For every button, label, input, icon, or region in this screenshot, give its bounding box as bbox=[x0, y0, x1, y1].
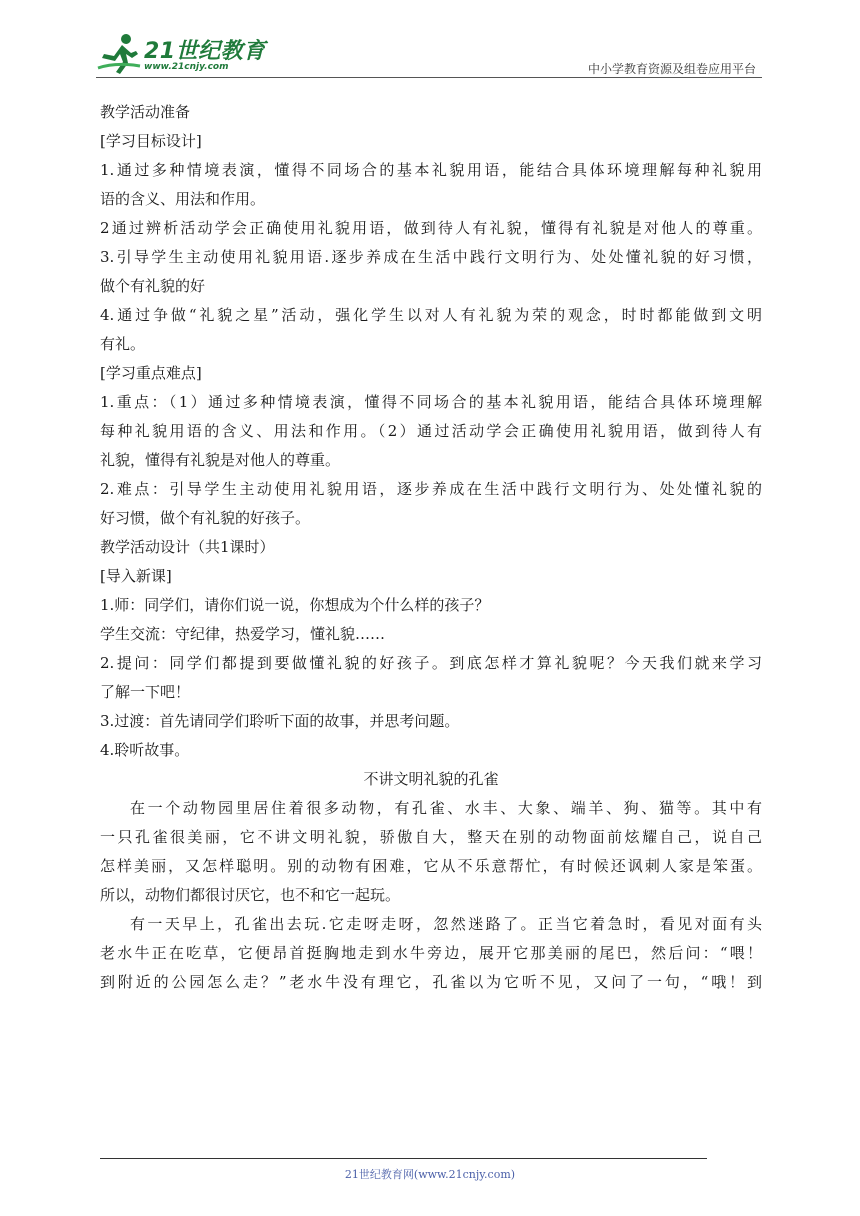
text-line: 3.引导学生主动使用礼貌用语.逐步养成在生活中践行文明行为、处处懂礼貌的好习惯， bbox=[100, 248, 762, 266]
text-line: 2.难点：引导学生主动使用礼貌用语，逐步养成在生活中践行文明行为、处处懂礼貌的 bbox=[100, 480, 762, 498]
footer-text: 21世纪教育网(www.21cnjy.com) bbox=[344, 1168, 516, 1181]
text-line: 1.师：同学们，请你们说一说，你想成为个什么样的孩子？ bbox=[100, 596, 490, 614]
text-line: 一只孔雀很美丽，它不讲文明礼貌，骄傲自大，整天在别的动物面前炫耀自己，说自己 bbox=[100, 828, 762, 846]
text-line: 到附近的公园怎么走？”老水牛没有理它，孔雀以为它听不见，又问了一句，“哦！到 bbox=[100, 973, 762, 991]
running-figure-icon bbox=[96, 32, 142, 76]
logo bbox=[96, 28, 266, 78]
text-line: 做个有礼貌的好 bbox=[100, 277, 206, 295]
story-title: 不讲文明礼貌的孔雀 bbox=[363, 770, 499, 788]
page-header bbox=[96, 28, 762, 80]
text-line: 所以，动物们都很讨厌它，也不和它一起玩。 bbox=[100, 886, 401, 904]
text-line: 了解一下吧！ bbox=[100, 683, 191, 701]
text-line: 老水牛正在吃草，它便昂首挺胸地走到水牛旁边，展开它那美丽的尾巴，然后问：“喂！ bbox=[100, 944, 762, 962]
text-line: 2.提问：同学们都提到要做懂礼貌的好孩子。到底怎样才算礼貌呢？今天我们就来学习 bbox=[100, 654, 762, 672]
section-heading: [导入新课] bbox=[100, 567, 172, 585]
text-line: 1.重点：（1）通过多种情境表演，懂得不同场合的基本礼貌用语，能结合具体环境理解 bbox=[100, 393, 762, 411]
text-line: 1.通过多种情境表演，懂得不同场合的基本礼貌用语，能结合具体环境理解每种礼貌用 bbox=[100, 161, 762, 179]
text-line: 好习惯，做个有礼貌的好孩子。 bbox=[100, 509, 311, 527]
text-line: 在一个动物园里居住着很多动物，有孔雀、水丰、大象、端羊、狗、猫等。其中有 bbox=[130, 799, 762, 817]
text-line: 有礼。 bbox=[100, 335, 146, 353]
header-divider bbox=[96, 77, 762, 78]
text-line: 有一天早上，孔雀出去玩.它走呀走呀，忽然迷路了。正当它着急时，看见对面有头 bbox=[130, 915, 762, 933]
logo-url: www.21cnjy.com bbox=[144, 62, 229, 72]
text-line: 2通过辨析活动学会正确使用礼貌用语，做到待人有礼貌，懂得有礼貌是对他人的尊重。 bbox=[100, 219, 762, 237]
section-heading: [学习目标设计] bbox=[100, 132, 202, 150]
text-line: 教学活动设计（共1课时） bbox=[100, 538, 275, 556]
text-line: 4.聆听故事。 bbox=[100, 741, 190, 759]
footer-divider bbox=[100, 1158, 707, 1159]
text-line: 3.过渡：首先请同学们聆听下面的故事，并思考问题。 bbox=[100, 712, 460, 730]
text-line: 4.通过争做“礼貌之星”活动，强化学生以对人有礼貌为荣的观念，时时都能做到文明 bbox=[100, 306, 762, 324]
document-body bbox=[100, 98, 762, 997]
text-line: 每种礼貌用语的含义、用法和作用。（2）通过活动学会正确使用礼貌用语，做到待人有 bbox=[100, 422, 762, 440]
text-line: 学生交流：守纪律，热爱学习，懂礼貌…… bbox=[100, 625, 386, 643]
text-line: 礼貌，懂得有礼貌是对他人的尊重。 bbox=[100, 451, 341, 469]
text-line: 教学活动准备 bbox=[100, 103, 191, 121]
logo-text: 21世纪教育 bbox=[144, 39, 266, 64]
text-line: 语的含义、用法和作用。 bbox=[100, 190, 266, 208]
header-platform-name: 中小学教育资源及组卷应用平台 bbox=[587, 62, 756, 76]
text-line: 怎样美丽，又怎样聪明。别的动物有困难，它从不乐意帮忙，有时候还讽刺人家是笨蛋。 bbox=[100, 857, 762, 875]
section-heading: [学习重点难点] bbox=[100, 364, 202, 382]
